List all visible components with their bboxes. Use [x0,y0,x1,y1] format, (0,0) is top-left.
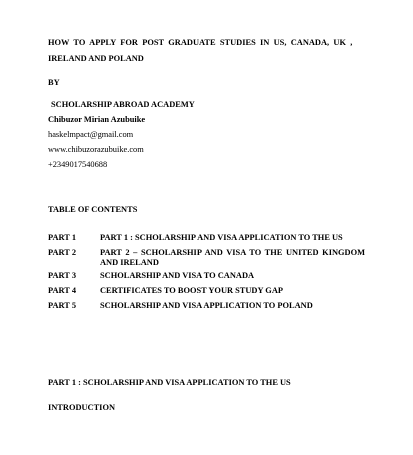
by-label: BY [48,78,60,87]
toc-part-label: PART 2 [48,248,77,257]
section-heading: PART 1 : SCHOLARSHIP AND VISA APPLICATION TO THE US [48,378,291,387]
toc-part-label: PART 4 [48,286,77,295]
author-phone: +2349017540688 [48,160,108,169]
author-email: haskelmpact@gmail.com [48,130,134,139]
title-line-2: IRELAND AND POLAND [48,54,144,63]
toc-part-label: PART 5 [48,301,77,310]
organization-name: SCHOLARSHIP ABROAD ACADEMY [51,100,195,109]
toc-part-title: SCHOLARSHIP AND VISA TO CANADA [100,271,255,280]
toc-part-label: PART 3 [48,271,77,280]
toc-part-label: PART 1 [48,233,77,242]
toc-part-title: CERTIFICATES TO BOOST YOUR STUDY GAP [100,286,283,295]
toc-part-title: PART 2 – SCHOLARSHIP AND VISA TO THE UNITED KINGDOM AND IRELAND [100,248,365,267]
author-website: www.chibuzorazubuike.com [48,145,144,154]
title-line-1: HOW TO APPLY FOR POST GRADUATE STUDIES IN US, CANADA, UK , [48,38,353,47]
toc-heading: TABLE OF CONTENTS [48,205,138,214]
author-name: Chibuzor Mirian Azubuike [48,115,146,124]
toc-part-title: SCHOLARSHIP AND VISA APPLICATION TO POLAND [100,301,313,310]
toc-part-title: PART 1 : SCHOLARSHIP AND VISA APPLICATION TO THE US [100,233,343,242]
section-subheading: INTRODUCTION [48,403,116,412]
